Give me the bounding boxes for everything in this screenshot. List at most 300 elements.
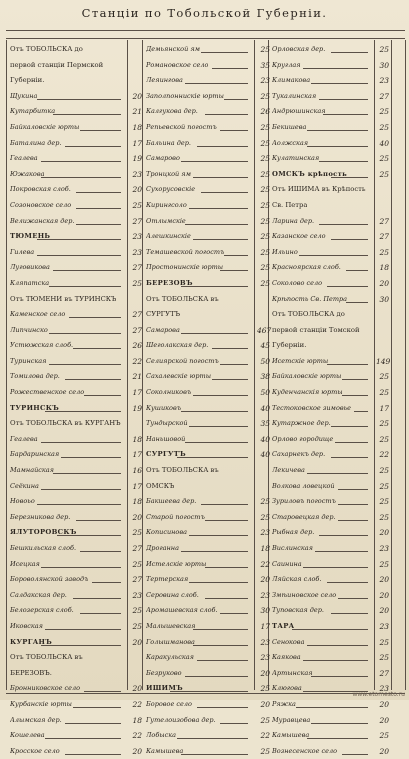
leader-line bbox=[181, 754, 248, 755]
leader-line bbox=[311, 83, 368, 84]
leader-line bbox=[315, 551, 368, 552]
distance-value: 20 bbox=[379, 606, 389, 616]
distance-value: 27 bbox=[379, 91, 389, 101]
station-name: Гутелоизобова дер. bbox=[146, 715, 216, 724]
station-name: Лобыска bbox=[146, 731, 176, 740]
station-name: Иковская bbox=[10, 621, 43, 630]
distance-value: 35 bbox=[260, 419, 270, 429]
distance-value: 19 bbox=[132, 154, 142, 164]
distance-value: 23 bbox=[260, 76, 270, 86]
station-name: Орлово городище bbox=[272, 434, 334, 443]
leader-line bbox=[327, 286, 368, 287]
leader-line bbox=[189, 208, 248, 209]
station-name: Луговикова bbox=[10, 263, 50, 272]
town-name: ОМСКЪ крѣпость bbox=[272, 169, 348, 178]
column-rule bbox=[6, 40, 7, 690]
distance-value: 467 bbox=[257, 325, 272, 335]
leader-line bbox=[61, 457, 121, 458]
leader-line bbox=[319, 224, 368, 225]
leader-line bbox=[41, 489, 121, 490]
distance-value: 25 bbox=[379, 497, 389, 507]
distance-value: 27 bbox=[379, 232, 389, 242]
distance-value: 18 bbox=[260, 544, 270, 553]
distance-value: 25 bbox=[379, 122, 389, 132]
leader-line bbox=[189, 582, 248, 583]
distance-value: 25 bbox=[260, 247, 270, 257]
station-name: Старовецкая дер. bbox=[272, 512, 336, 521]
distance-value: 22 bbox=[379, 450, 389, 460]
leader-line bbox=[212, 348, 248, 349]
distance-value: 35 bbox=[260, 60, 270, 70]
station-name: Сахарнекъ дер. bbox=[272, 450, 326, 459]
leader-line bbox=[338, 504, 368, 505]
station-name: Отлымскіе bbox=[146, 216, 186, 225]
station-name: Наньшовой bbox=[146, 434, 186, 443]
station-name: Новоьо bbox=[10, 497, 35, 506]
leader-line bbox=[331, 177, 368, 178]
leader-line bbox=[331, 426, 368, 427]
leader-line bbox=[80, 551, 121, 552]
leader-line bbox=[323, 114, 368, 115]
distance-value: 25 bbox=[379, 372, 389, 382]
distance-value: 20 bbox=[379, 746, 389, 756]
distance-value: 20 bbox=[132, 637, 142, 647]
leader-line bbox=[220, 613, 248, 614]
distance-value: 18 bbox=[132, 434, 142, 444]
leader-line bbox=[311, 723, 368, 724]
distance-value: 19 bbox=[132, 403, 142, 413]
station-name: Мамнайская bbox=[10, 466, 54, 475]
route-heading: Губерніи. bbox=[10, 76, 45, 85]
distance-value: 23 bbox=[132, 169, 142, 179]
distance-value: 17 bbox=[132, 450, 142, 460]
leader-line bbox=[212, 68, 248, 69]
station-name: Малышевская bbox=[146, 621, 196, 630]
distance-value: 25 bbox=[379, 154, 389, 164]
leader-line bbox=[181, 333, 248, 334]
distance-value: 25 bbox=[260, 263, 270, 273]
station-name: Исецкая bbox=[10, 559, 40, 568]
station-name: Казанское село bbox=[272, 232, 326, 241]
leader-line bbox=[49, 286, 121, 287]
station-name: Каменское село bbox=[10, 310, 66, 319]
station-name: Сахалевскіе юрты bbox=[146, 372, 212, 381]
leader-line bbox=[220, 723, 248, 724]
leader-line bbox=[193, 645, 248, 646]
station-name: Щукина bbox=[10, 91, 38, 100]
station-name: Ляйская слоб. bbox=[272, 575, 322, 584]
distance-value: 40 bbox=[379, 138, 389, 148]
leader-line bbox=[37, 504, 121, 505]
leader-line bbox=[80, 130, 121, 131]
distance-value: 25 bbox=[260, 278, 270, 288]
station-name: Муравцева bbox=[272, 715, 311, 724]
station-name: Климакова bbox=[272, 76, 311, 85]
distance-value: 25 bbox=[260, 497, 270, 507]
station-name: Покровская слоб. bbox=[10, 185, 71, 194]
leader-line bbox=[37, 99, 121, 100]
station-name: Бардаринская bbox=[10, 450, 60, 459]
distance-value: 20 bbox=[132, 746, 142, 756]
leader-line bbox=[76, 224, 121, 225]
distance-value: 23 bbox=[379, 76, 389, 86]
station-name: Темашевской погостъ bbox=[146, 247, 225, 256]
route-heading: Отъ ТОБОЛЬСКА до bbox=[10, 45, 83, 53]
leader-line bbox=[92, 582, 121, 583]
leader-line bbox=[307, 738, 368, 739]
distance-value: 25 bbox=[132, 606, 142, 616]
distance-value: 23 bbox=[379, 621, 389, 631]
station-name: Куденчанскія юрты bbox=[272, 388, 343, 397]
leader-line bbox=[193, 629, 248, 630]
station-name: Романовское село bbox=[146, 60, 209, 69]
distance-value: 20 bbox=[379, 590, 389, 600]
distance-value: 25 bbox=[379, 388, 389, 398]
distance-value: 27 bbox=[132, 544, 142, 553]
leader-line bbox=[49, 333, 121, 334]
station-name: Бальина дер. bbox=[146, 138, 191, 147]
distance-value: 25 bbox=[260, 746, 270, 756]
leader-line bbox=[201, 52, 248, 53]
town-name: ТЮМЕНЬ bbox=[10, 232, 51, 241]
station-name: Бекишева bbox=[272, 122, 307, 131]
station-name: Кирингсоло bbox=[146, 200, 187, 209]
leader-line bbox=[177, 738, 248, 739]
station-name: Алешкинскіе bbox=[146, 232, 191, 241]
leader-line bbox=[65, 723, 121, 724]
distance-value: 27 bbox=[132, 216, 142, 226]
station-name: Боровое село bbox=[146, 699, 192, 708]
route-heading: первой станціи Пермской bbox=[10, 60, 104, 69]
town-name: СУРГУТЪ bbox=[146, 450, 186, 459]
distance-value: 18 bbox=[379, 263, 389, 273]
leader-line bbox=[307, 146, 368, 147]
station-name: Салдакская дер. bbox=[10, 590, 67, 599]
station-name: Зуриловъ погостъ bbox=[272, 497, 336, 506]
leader-line bbox=[181, 551, 248, 552]
station-name: Кулатинская bbox=[272, 154, 320, 163]
leader-line bbox=[185, 442, 248, 443]
station-name: Андрюшинская bbox=[272, 107, 326, 116]
leader-line bbox=[220, 364, 248, 365]
distance-value: 25 bbox=[379, 637, 389, 647]
leader-line bbox=[185, 83, 248, 84]
leader-line bbox=[354, 411, 368, 412]
leader-line bbox=[307, 130, 368, 131]
station-name: Баталина дер. bbox=[10, 138, 62, 147]
leader-line bbox=[331, 457, 368, 458]
town-name: ТУРИНСКЪ bbox=[10, 403, 60, 412]
distance-value: 20 bbox=[379, 715, 389, 725]
distance-value: 25 bbox=[132, 528, 142, 538]
leader-line bbox=[319, 99, 368, 100]
station-name: Созоновское село bbox=[10, 200, 72, 209]
leader-line bbox=[185, 224, 248, 225]
distance-value: 25 bbox=[260, 684, 270, 694]
route-heading: Отъ ТОБОЛЬСКА въ КУРГАНЪ bbox=[10, 419, 121, 428]
distance-value: 17 bbox=[379, 403, 389, 413]
distance-value: 25 bbox=[379, 481, 389, 491]
distance-value: 40 bbox=[260, 403, 270, 413]
station-name: Самарова bbox=[146, 325, 180, 334]
station-name: Калгукова дер. bbox=[146, 107, 198, 116]
station-name: Тукалинская bbox=[272, 91, 317, 100]
station-name: Истелскіе юрты bbox=[146, 559, 207, 568]
distance-value: 38 bbox=[260, 372, 270, 382]
station-name: Демьянской ям bbox=[146, 45, 201, 53]
leader-line bbox=[205, 520, 248, 521]
distance-value: 20 bbox=[379, 528, 389, 538]
station-name: Саинина bbox=[272, 559, 302, 568]
station-name: Тертерская bbox=[146, 575, 189, 584]
station-name: Сухорусовскіе bbox=[146, 185, 196, 194]
station-name: Рыбная дер. bbox=[272, 528, 315, 537]
route-heading: ОМСКЪ bbox=[146, 481, 175, 490]
station-name: Тундырской bbox=[146, 419, 188, 428]
station-name: Вислинская bbox=[272, 544, 313, 552]
leader-line bbox=[307, 645, 368, 646]
distance-value: 20 bbox=[379, 278, 389, 288]
distance-value: 27 bbox=[132, 263, 142, 273]
station-name: Соколниковъ bbox=[146, 388, 192, 397]
station-name: Змѣиновское село bbox=[272, 590, 337, 599]
leader-line bbox=[335, 442, 369, 443]
distance-value: 18 bbox=[132, 497, 142, 507]
distance-value: 23 bbox=[260, 653, 270, 663]
station-name: Туринская bbox=[10, 356, 47, 365]
leader-line bbox=[212, 379, 248, 380]
leader-line bbox=[296, 707, 369, 708]
route-heading: Отъ ТОБОЛЬСКА въ bbox=[146, 466, 219, 475]
station-name: Круглая bbox=[272, 60, 301, 69]
leader-line bbox=[201, 192, 248, 193]
leader-line bbox=[49, 364, 121, 365]
station-name: Ларина дер. bbox=[272, 216, 315, 225]
distance-value: 25 bbox=[260, 138, 270, 148]
town-name: БЕРЕЗОВЪ bbox=[146, 278, 193, 287]
distance-value: 23 bbox=[132, 247, 142, 257]
station-name: Бакшеева дер. bbox=[146, 497, 197, 506]
station-name: Шеголакская дер. bbox=[146, 341, 209, 350]
station-name: Кутарбитка bbox=[10, 107, 56, 116]
station-name: Геалева bbox=[10, 434, 38, 443]
station-name: Крѣпость Св. Петра bbox=[272, 294, 348, 303]
leader-line bbox=[327, 364, 368, 365]
station-name: Артынская bbox=[272, 668, 313, 677]
distance-value: 40 bbox=[260, 434, 270, 444]
route-heading: Св. Петра bbox=[272, 200, 308, 209]
leader-line bbox=[53, 270, 121, 271]
distance-value: 25 bbox=[260, 512, 270, 522]
route-heading: Отъ ТОБОЛЬСКА въ bbox=[146, 294, 219, 303]
leader-line bbox=[45, 411, 121, 412]
distance-value: 30 bbox=[260, 606, 270, 616]
station-name: Туповская дер. bbox=[272, 606, 324, 615]
station-name: Старой погостъ bbox=[146, 512, 205, 521]
station-name: Камышева bbox=[146, 746, 184, 755]
distance-value: 22 bbox=[132, 356, 142, 366]
leader-line bbox=[307, 473, 368, 474]
station-name: Аромашевская слоб. bbox=[146, 606, 218, 615]
leader-line bbox=[193, 239, 248, 240]
distance-value: 40 bbox=[260, 450, 270, 460]
station-name: Бешкильская слоб. bbox=[10, 544, 77, 552]
distance-value: 23 bbox=[379, 684, 389, 694]
station-name: Гилева bbox=[10, 247, 35, 256]
station-name: Устюжская слоб. bbox=[10, 341, 74, 350]
distance-value: 22 bbox=[132, 699, 142, 709]
town-name: ЯЛУТОРОВСКЪ bbox=[10, 528, 77, 537]
station-name: Камышева bbox=[272, 731, 310, 740]
column-rule bbox=[127, 40, 128, 690]
distance-value: 20 bbox=[132, 512, 142, 522]
station-name: Алымская дер. bbox=[10, 715, 62, 724]
leader-line bbox=[342, 754, 368, 755]
distance-value: 25 bbox=[260, 169, 270, 179]
leader-line bbox=[197, 707, 248, 708]
leader-line bbox=[220, 130, 248, 131]
station-name: Серовина слоб. bbox=[146, 590, 199, 599]
distance-value: 17 bbox=[132, 138, 142, 148]
distance-value: 25 bbox=[379, 169, 389, 179]
station-name: Безруково bbox=[146, 668, 182, 677]
distance-value: 23 bbox=[379, 544, 389, 553]
leader-line bbox=[181, 411, 248, 412]
distance-value: 25 bbox=[260, 122, 270, 132]
station-name: Кросское село bbox=[10, 746, 60, 755]
leader-line bbox=[331, 239, 368, 240]
leader-line bbox=[53, 473, 121, 474]
distance-value: 17 bbox=[260, 621, 270, 631]
town-name: ИШИМЪ bbox=[146, 684, 183, 693]
station-name: Вознесенское село bbox=[272, 746, 338, 755]
leader-line bbox=[76, 192, 121, 193]
leader-line bbox=[181, 286, 248, 287]
distance-value: 25 bbox=[260, 715, 270, 725]
distance-value: 25 bbox=[132, 278, 142, 288]
distance-value: 22 bbox=[260, 731, 270, 741]
leader-line bbox=[185, 676, 248, 677]
page-title: Станціи по Тобольской Губерніи. bbox=[81, 6, 328, 20]
station-name: Леяингова bbox=[146, 76, 183, 85]
leader-line bbox=[346, 270, 368, 271]
distance-value: 23 bbox=[132, 232, 142, 242]
leader-line bbox=[331, 52, 368, 53]
station-name: Кляпатска bbox=[10, 278, 50, 287]
leader-line bbox=[201, 504, 248, 505]
header-rule bbox=[6, 38, 405, 39]
distance-value: 25 bbox=[379, 45, 389, 54]
distance-value: 25 bbox=[132, 621, 142, 631]
leader-line bbox=[65, 146, 121, 147]
leader-line bbox=[205, 114, 248, 115]
station-name: Рожественское село bbox=[10, 388, 85, 397]
distance-value: 22 bbox=[132, 731, 142, 741]
distance-value: 20 bbox=[260, 699, 270, 709]
distance-value: 23 bbox=[132, 590, 142, 600]
distance-value: 25 bbox=[132, 559, 142, 569]
leader-line bbox=[346, 302, 368, 303]
column-rule bbox=[391, 40, 392, 690]
leader-line bbox=[197, 660, 248, 661]
station-name: Березникова дер. bbox=[10, 512, 71, 521]
station-name: Кошелева bbox=[10, 731, 45, 740]
distance-value: 25 bbox=[260, 154, 270, 164]
distance-value: 23 bbox=[260, 528, 270, 538]
station-name: Лекичева bbox=[272, 466, 305, 475]
leader-line bbox=[319, 161, 368, 162]
leader-line bbox=[45, 738, 121, 739]
leader-line bbox=[338, 489, 368, 490]
distance-value: 25 bbox=[260, 45, 270, 54]
distance-value: 20 bbox=[379, 699, 389, 709]
leader-line bbox=[338, 598, 368, 599]
distance-value: 25 bbox=[379, 512, 389, 522]
station-name: Красноярская слоб. bbox=[272, 263, 341, 272]
leader-line bbox=[65, 754, 121, 755]
leader-line bbox=[224, 99, 248, 100]
leader-line bbox=[205, 598, 248, 599]
station-name: Ряжка bbox=[272, 699, 296, 708]
leader-line bbox=[41, 161, 121, 162]
station-name: Томилова дер. bbox=[10, 372, 60, 381]
leader-line bbox=[73, 598, 122, 599]
leader-line bbox=[73, 707, 122, 708]
route-heading: БЕРЕЗОВЪ. bbox=[10, 668, 52, 677]
distance-value: 20 bbox=[379, 575, 389, 585]
leader-line bbox=[65, 379, 121, 380]
station-name: Липчинско bbox=[10, 325, 48, 334]
leader-line bbox=[41, 177, 121, 178]
distance-value: 27 bbox=[132, 310, 142, 320]
station-name: Тронцкой ям bbox=[146, 169, 191, 178]
leader-line bbox=[76, 208, 121, 209]
route-heading: Губерніи. bbox=[272, 341, 307, 350]
station-name: Сенокова bbox=[272, 637, 305, 646]
distance-value: 27 bbox=[379, 216, 389, 226]
distance-value: 23 bbox=[260, 590, 270, 600]
leader-line bbox=[57, 535, 121, 536]
leader-line bbox=[80, 613, 121, 614]
station-name: Каракульская bbox=[146, 653, 194, 662]
leader-line bbox=[41, 645, 121, 646]
leader-line bbox=[303, 567, 368, 568]
leader-line bbox=[299, 255, 368, 256]
leader-line bbox=[69, 317, 121, 318]
distance-value: 26 bbox=[132, 341, 142, 351]
distance-value: 30 bbox=[379, 294, 389, 304]
column-rule bbox=[142, 40, 143, 690]
distance-value: 25 bbox=[132, 200, 142, 210]
station-name: Дроганна bbox=[146, 544, 179, 552]
top-rule bbox=[6, 30, 405, 31]
distance-value: 20 bbox=[132, 684, 142, 694]
watermark: www.etomesto.ru bbox=[352, 691, 405, 698]
distance-value: 25 bbox=[379, 107, 389, 117]
station-name: Самарово bbox=[146, 154, 180, 163]
station-name: Ильино bbox=[272, 247, 298, 256]
distance-value: 27 bbox=[379, 668, 389, 678]
leader-line bbox=[224, 255, 248, 256]
station-name: Кушиковъ bbox=[146, 403, 182, 412]
distance-value: 21 bbox=[132, 107, 142, 117]
distance-value: 18 bbox=[132, 715, 142, 725]
leader-line bbox=[303, 68, 368, 69]
leader-line bbox=[338, 520, 368, 521]
station-name: Исетскіе юрты bbox=[272, 356, 329, 365]
station-name: Тестоковское зимовье bbox=[272, 403, 352, 412]
distance-value: 26 bbox=[260, 107, 270, 117]
